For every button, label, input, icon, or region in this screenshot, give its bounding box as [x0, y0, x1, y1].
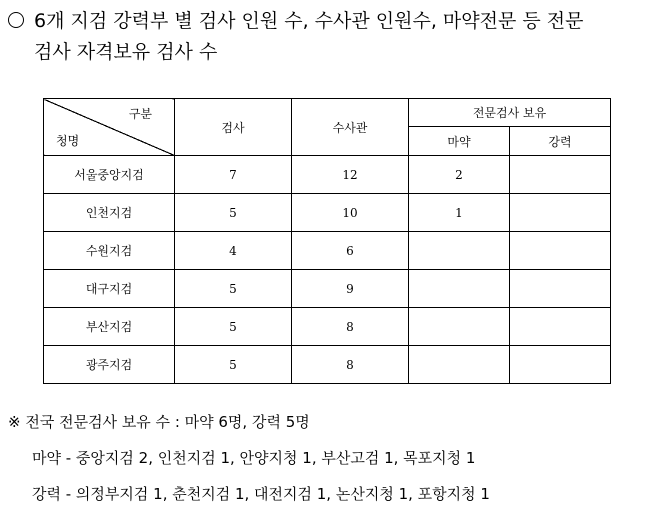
header-prosecutors: 검사 — [175, 99, 292, 156]
drug-cell — [409, 270, 510, 308]
violent-cell — [510, 232, 611, 270]
office-cell: 서울중앙지검 — [44, 156, 175, 194]
corner-header-cell — [44, 99, 175, 156]
violent-cell — [510, 346, 611, 384]
violent-cell — [510, 156, 611, 194]
investigators-cell: 12 — [292, 156, 409, 194]
table-row — [44, 194, 611, 232]
heading-line-2: 검사 자격보유 검사 수 — [34, 41, 218, 63]
investigators-cell: 8 — [292, 346, 409, 384]
violent-cell — [510, 308, 611, 346]
header-violent: 강력 — [510, 127, 611, 156]
prosecutors-cell: 4 — [175, 232, 292, 270]
violent-cell — [510, 270, 611, 308]
prosecutors-cell: 5 — [175, 270, 292, 308]
notes-summary: ※ 전국 전문검사 보유 수 : 마약 6명, 강력 5명 — [8, 413, 310, 431]
notes-section — [8, 404, 490, 512]
prosecutors-cell: 5 — [175, 308, 292, 346]
drug-cell: 2 — [409, 156, 510, 194]
table-row — [44, 308, 611, 346]
notes-violent-detail: 강력 - 의정부지검 1, 춘천지검 1, 대전지검 1, 논산지청 1, 포항지청 1 — [32, 485, 490, 503]
investigators-cell: 10 — [292, 194, 409, 232]
prosecutors-cell: 5 — [175, 194, 292, 232]
heading-text-1: 6개 지검 강력부 별 검사 인원 수, 수사관 인원수, 마약전문 등 전문 — [34, 10, 584, 32]
drug-cell — [409, 346, 510, 384]
document-heading — [8, 6, 653, 68]
circle-bullet-icon — [8, 12, 24, 28]
heading-line-1 — [8, 6, 653, 37]
table-row — [44, 232, 611, 270]
investigators-cell: 8 — [292, 308, 409, 346]
header-investigators: 수사관 — [292, 99, 409, 156]
header-expert-prosecutors: 전문검사 보유 — [409, 99, 611, 127]
drug-cell — [409, 232, 510, 270]
corner-header-office: 청명 — [56, 134, 80, 148]
office-cell: 인천지검 — [44, 194, 175, 232]
drug-cell — [409, 308, 510, 346]
drug-cell: 1 — [409, 194, 510, 232]
notes-drug-detail: 마약 - 중앙지검 2, 인천지검 1, 안양지청 1, 부산고검 1, 목포지청 1 — [32, 449, 476, 467]
violent-cell — [510, 194, 611, 232]
table-row — [44, 270, 611, 308]
investigators-cell: 9 — [292, 270, 409, 308]
office-cell: 광주지검 — [44, 346, 175, 384]
table-row — [44, 156, 611, 194]
prosecutors-cell: 5 — [175, 346, 292, 384]
prosecutors-cell: 7 — [175, 156, 292, 194]
office-cell: 수원지검 — [44, 232, 175, 270]
header-drug: 마약 — [409, 127, 510, 156]
prosecutor-table — [43, 98, 611, 384]
corner-header-category: 구분 — [128, 107, 152, 121]
office-cell: 부산지검 — [44, 308, 175, 346]
office-cell: 대구지검 — [44, 270, 175, 308]
table-row — [44, 346, 611, 384]
investigators-cell: 6 — [292, 232, 409, 270]
